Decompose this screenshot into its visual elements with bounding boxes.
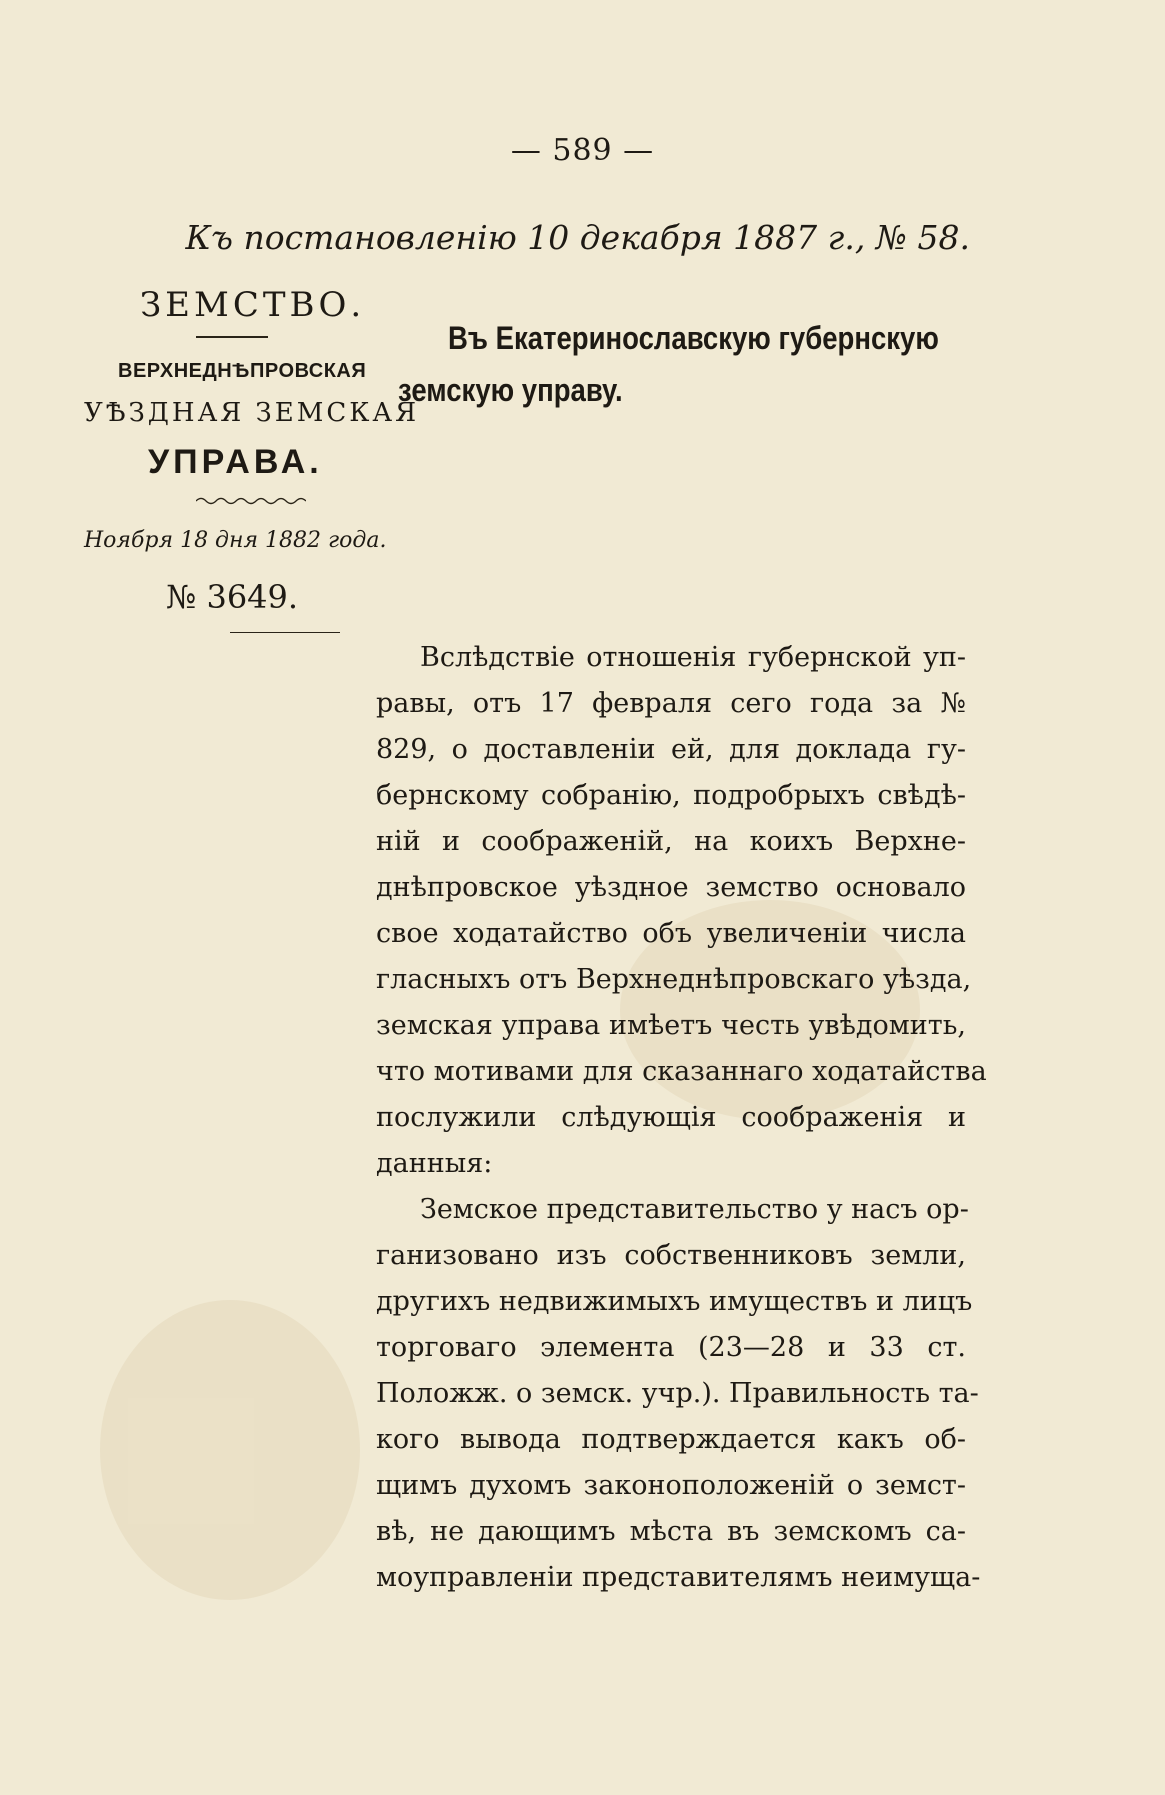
divider — [196, 336, 268, 338]
body-line: ній и соображеній, на коихъ Верхне- — [376, 826, 966, 857]
body-line: данныя: — [376, 1148, 493, 1179]
body-line: 829, о доставленіи ей, для доклада гу- — [376, 734, 966, 765]
body-line: Положж. о земск. учр.). Правильность та- — [376, 1378, 979, 1409]
body-line: бернскому собранію, подробрыхъ свѣдѣ- — [376, 780, 966, 811]
addressee-line-1: Въ Екатеринославскую губернскую — [448, 320, 939, 356]
divider — [230, 632, 340, 633]
body-line: что мотивами для сказаннаго ходатайства — [376, 1056, 987, 1087]
sender-district-name: ВЕРХНЕДНѢПРОВСКАЯ — [118, 360, 367, 382]
body-line: Земское представительство у насъ ор- — [420, 1194, 969, 1225]
page-number: — 589 — — [510, 133, 655, 168]
body-line: свое ходатайство объ увеличеніи числа — [376, 918, 966, 949]
resolution-reference: Къ постановленію 10 декабря 1887 г., № 58. — [185, 218, 970, 257]
body-line: моуправленіи представителямъ неимуща- — [376, 1562, 981, 1593]
addressee-line-2: земскую управу. — [398, 372, 623, 408]
body-line: днѣпровское уѣздное земство основало — [376, 872, 966, 903]
body-line: ганизовано изъ собственниковъ земли, — [376, 1240, 966, 1271]
wavy-divider — [196, 496, 306, 506]
body-line: Вслѣдствіе отношенія губернской уп- — [420, 642, 966, 673]
letter-date: Ноября 18 дня 1882 года. — [84, 528, 387, 553]
body-line: земская управа имѣетъ честь увѣдомить, — [376, 1010, 966, 1041]
body-line: щимъ духомъ законоположеній о земст- — [376, 1470, 966, 1501]
body-line: вѣ, не дающимъ мѣста въ земскомъ са- — [376, 1516, 966, 1547]
sender-uprava: УПРАВА. — [148, 443, 323, 481]
sender-district-council: УѢЗДНАЯ ЗЕМСКАЯ — [84, 398, 420, 428]
body-line: гласныхъ отъ Верхнеднѣпровскаго уѣзда, — [376, 964, 972, 995]
body-line: кого вывода подтверждается какъ об- — [376, 1424, 966, 1455]
letter-number: № 3649. — [166, 578, 299, 616]
body-line: торговаго элемента (23—28 и 33 ст. — [376, 1332, 966, 1363]
body-line: равы, отъ 17 февраля сего года за № — [376, 688, 966, 719]
sender-zemstvo: ЗЕМСТВО. — [140, 285, 366, 325]
body-line: послужили слѣдующія соображенія и — [376, 1102, 966, 1133]
paper-stain — [100, 1300, 360, 1600]
body-line: другихъ недвижимыхъ имуществъ и лицъ — [376, 1286, 973, 1317]
